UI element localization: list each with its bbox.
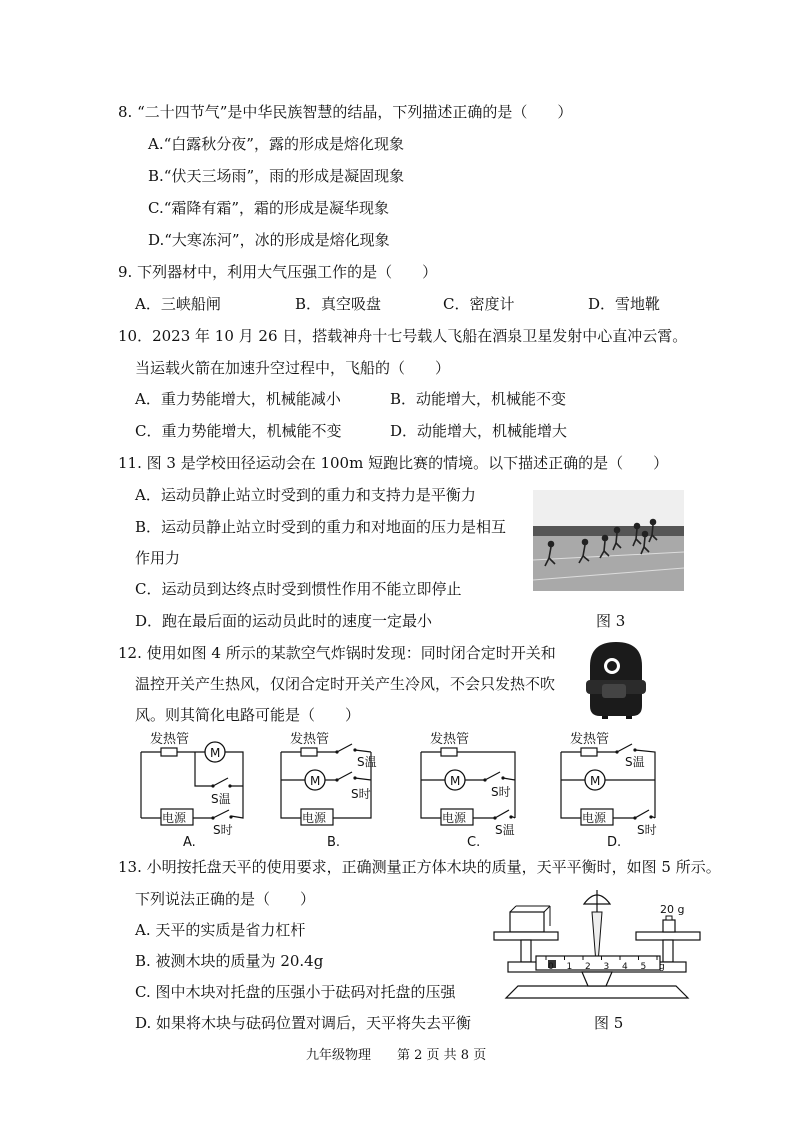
figure-4-air-fryer [580, 636, 652, 720]
q13-stem-line2: 下列说法正确的是（ ） [135, 890, 316, 908]
circuit-option-b [275, 728, 395, 854]
circuit-option-d [555, 728, 675, 854]
option-label: A. [183, 835, 196, 850]
q9-option-c: C．密度计 [443, 295, 515, 313]
scale-tick-label: 4 [622, 962, 628, 972]
svg-text:S温: S温 [495, 823, 515, 837]
base [506, 986, 688, 998]
q11-option-c: C．运动员到达终点时受到惯性作用不能立即停止 [135, 580, 462, 598]
page-footer: 九年级物理 第 2 页 共 8 页 [306, 1048, 487, 1063]
q12-stem-line1: 12. 使用如图 4 所示的某款空气炸锅时发现：同时闭合定时开关和 [118, 644, 556, 662]
q9-stem: 9. 下列器材中，利用大气压强工作的是（ ） [118, 263, 438, 281]
q13-option-b: B. 被测木块的质量为 20.4g [135, 952, 324, 970]
scale-tick-label: 3 [603, 962, 610, 972]
q13-stem-line1: 13. 小明按托盘天平的使用要求，正确测量正方体木块的质量，天平平衡时，如图 5 所示。 [118, 858, 721, 876]
circuit-option-a [135, 728, 255, 854]
q13-option-c: C. 图中木块对托盘的压强小于砝码对托盘的压强 [135, 983, 456, 1001]
weight-20g [663, 920, 675, 932]
figure-5-balance [488, 876, 706, 1006]
q11-option-d: D．跑在最后面的运动员此时的速度一定最小 [135, 612, 433, 630]
svg-text:电源: 电源 [582, 811, 607, 825]
q13-option-d: D. 如果将木块与砝码位置对调后，天平将失去平衡 [135, 1014, 472, 1032]
svg-text:发热管: 发热管 [430, 732, 470, 747]
q9-option-d: D．雪地靴 [588, 295, 661, 313]
q12-stem-line3: 风。则其简化电路可能是（ ） [135, 706, 361, 724]
svg-text:B.: B. [327, 835, 341, 850]
svg-text:电源: 电源 [302, 811, 327, 825]
q11-option-b-line2: 作用力 [135, 549, 181, 567]
q11-option-a: A．运动员静止站立时受到的重力和支持力是平衡力 [135, 486, 476, 504]
q10-option-a: A．重力势能增大，机械能减小 [135, 390, 341, 408]
mid-switch-label: S温 [211, 792, 231, 806]
svg-text:D.: D. [607, 835, 622, 850]
scale-tick-label: 5 [640, 962, 647, 972]
figure-3-race-photo [533, 490, 684, 591]
q8-stem: 8. “二十四节气”是中华民族智慧的结晶，下列描述正确的是（ ） [118, 103, 573, 121]
q11-option-b-line1: B．运动员静止站立时受到的重力和对地面的压力是相互 [135, 518, 507, 536]
scale-tick-label: 2 [585, 962, 591, 972]
q8-option-c: C.“霜降有霜”，霜的形成是凝华现象 [148, 199, 390, 217]
svg-text:M: M [450, 774, 461, 788]
circuit-option-c [415, 728, 535, 854]
svg-text:S温: S温 [357, 755, 377, 769]
q11-stem: 11. 图 3 是学校田径运动会在 100m 短跑比赛的情境。以下描述正确的是（ ） [118, 454, 669, 472]
svg-text:M: M [210, 746, 221, 760]
left-pan [494, 932, 558, 940]
q8-option-b: B.“伏天三场雨”，雨的形成是凝固现象 [148, 167, 405, 185]
scale-tick-label: g [659, 962, 665, 972]
q10-option-c: C．重力势能增大，机械能不变 [135, 422, 342, 440]
q9-option-b: B．真空吸盘 [295, 295, 382, 313]
q8-option-a: A.“白露秋分夜”，露的形成是熔化现象 [148, 135, 404, 153]
svg-text:S时: S时 [351, 787, 371, 801]
scale-tick-label: 0 [548, 962, 554, 972]
right-pan [636, 932, 700, 940]
svg-text:电源: 电源 [162, 811, 187, 825]
q10-stem-line1: 10．2023 年 10 月 26 日，搭载神舟十七号载人飞船在酒泉卫星发射中心直冲云霄。 [118, 327, 688, 345]
heater-resistor [161, 748, 177, 756]
q12-stem-line2: 温控开关产生热风，仅闭合定时开关产生冷风，不会只发热不吹 [135, 675, 556, 693]
figure-3-caption: 图 3 [596, 612, 626, 630]
svg-text:S时: S时 [491, 785, 511, 799]
bottom-switch-label: S时 [213, 823, 233, 837]
q9-option-a: A．三峡船闸 [135, 295, 221, 313]
heater-label: 发热管 [150, 732, 190, 747]
figure-5-caption: 图 5 [594, 1014, 624, 1032]
svg-text:电源: 电源 [442, 811, 467, 825]
svg-text:发热管: 发热管 [290, 732, 330, 747]
wood-block [510, 912, 544, 932]
q10-stem-line2: 当运载火箭在加速升空过程中，飞船的（ ） [135, 359, 451, 377]
svg-text:S时: S时 [637, 823, 657, 837]
q13-option-a: A. 天平的实质是省力杠杆 [135, 921, 306, 939]
q10-option-d: D．动能增大，机械能增大 [390, 422, 568, 440]
svg-text:发热管: 发热管 [570, 732, 610, 747]
svg-text:M: M [590, 774, 601, 788]
svg-text:S温: S温 [625, 755, 645, 769]
q8-option-d: D.“大寒冻河”，冰的形成是熔化现象 [148, 231, 390, 249]
svg-text:M: M [310, 774, 321, 788]
svg-text:C.: C. [467, 835, 481, 850]
q10-option-b: B．动能增大，机械能不变 [390, 390, 567, 408]
svg-text:20 g: 20 g [660, 903, 685, 916]
scale-tick-label: 1 [566, 962, 573, 972]
